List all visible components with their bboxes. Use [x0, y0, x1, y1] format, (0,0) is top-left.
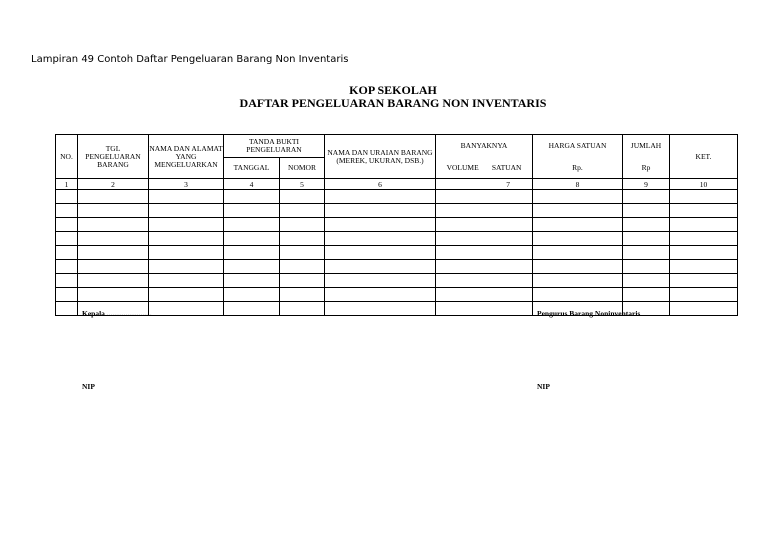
table-cell — [436, 204, 533, 218]
table-cell — [436, 218, 533, 232]
table-row — [56, 190, 738, 204]
table-cell — [623, 288, 670, 302]
header-satuan: SATUAN — [491, 162, 522, 172]
document-caption: Lampiran 49 Contoh Daftar Pengeluaran Barang Non Inventaris — [31, 54, 349, 65]
table-cell — [56, 218, 78, 232]
table-cell — [280, 260, 325, 274]
table-cell — [56, 246, 78, 260]
column-number: 4 — [224, 179, 280, 190]
header-row-1 — [56, 135, 738, 158]
table-cell — [436, 232, 533, 246]
table-cell — [325, 204, 436, 218]
table-cell — [436, 274, 533, 288]
header-no: NO. — [56, 135, 78, 179]
table-cell — [623, 218, 670, 232]
table-cell — [436, 302, 533, 316]
table-cell — [149, 190, 224, 204]
table-cell — [670, 190, 738, 204]
table-cell — [149, 218, 224, 232]
table-cell — [325, 232, 436, 246]
table-cell — [149, 204, 224, 218]
column-number: 9 — [623, 179, 670, 190]
table-cell — [224, 302, 280, 316]
table-cell — [78, 288, 149, 302]
table-cell — [280, 190, 325, 204]
header-nama-uraian: NAMA DAN URAIAN BARANG (MEREK, UKURAN, DSB.) — [325, 135, 436, 179]
table-cell — [670, 302, 738, 316]
table-cell — [280, 232, 325, 246]
table-cell — [224, 246, 280, 260]
table-cell — [280, 204, 325, 218]
table-row — [56, 246, 738, 260]
header-tgl-pengeluaran: TGL PENGELUARAN BARANG — [78, 135, 149, 179]
column-number: 8 — [533, 179, 623, 190]
table-cell — [224, 204, 280, 218]
header-nomor: NOMOR — [280, 158, 325, 179]
table-cell — [149, 246, 224, 260]
table-cell — [325, 218, 436, 232]
table-cell — [149, 232, 224, 246]
table-cell — [325, 288, 436, 302]
table-cell — [280, 274, 325, 288]
header-jumlah-rp: Rp — [641, 162, 651, 172]
table-cell — [325, 274, 436, 288]
table-cell — [623, 274, 670, 288]
table-cell — [670, 274, 738, 288]
table-cell — [149, 260, 224, 274]
kepala-nip-label: NIP — [82, 382, 95, 391]
header-harga-rp: Rp. — [572, 162, 583, 172]
table-cell — [78, 274, 149, 288]
table-cell — [623, 260, 670, 274]
table-cell — [325, 302, 436, 316]
kepala-signature-label: Kepala ........................ — [82, 309, 152, 318]
table-cell — [325, 246, 436, 260]
table-cell — [56, 274, 78, 288]
table-cell — [436, 190, 533, 204]
table-row — [56, 204, 738, 218]
table-cell — [533, 232, 623, 246]
table-cell — [56, 260, 78, 274]
table-cell — [436, 260, 533, 274]
table-row — [56, 288, 738, 302]
table-cell — [623, 190, 670, 204]
header-jumlah-label: JUMLAH — [630, 140, 662, 150]
header-ket: KET. — [670, 135, 738, 179]
table-cell — [436, 288, 533, 302]
table-cell — [280, 218, 325, 232]
table-cell — [224, 260, 280, 274]
table-row — [56, 232, 738, 246]
header-harga-satuan-label: HARGA SATUAN — [548, 140, 607, 150]
table-row — [56, 274, 738, 288]
table-cell — [623, 232, 670, 246]
table-body — [56, 190, 738, 316]
table-cell — [56, 288, 78, 302]
expenditure-table — [55, 134, 738, 316]
table-cell — [623, 204, 670, 218]
table-cell — [224, 274, 280, 288]
table-cell — [670, 204, 738, 218]
table-cell — [670, 288, 738, 302]
table-cell — [533, 246, 623, 260]
header-volume: VOLUME — [446, 162, 479, 172]
table-cell — [670, 260, 738, 274]
table-cell — [670, 246, 738, 260]
table-cell — [280, 302, 325, 316]
table-cell — [149, 302, 224, 316]
table-cell — [533, 288, 623, 302]
table-cell — [56, 204, 78, 218]
table-cell — [533, 260, 623, 274]
header-banyaknya — [436, 135, 533, 179]
kop-sekolah-heading: KOP SEKOLAH — [349, 83, 437, 97]
table-cell — [149, 274, 224, 288]
table-cell — [436, 246, 533, 260]
form-title: DAFTAR PENGELUARAN BARANG NON INVENTARIS — [239, 96, 547, 110]
table-cell — [533, 274, 623, 288]
table-cell — [325, 190, 436, 204]
pengurus-signature-label: Pengurus Barang Noninventaris — [537, 309, 641, 318]
header-volume-satuan — [436, 164, 532, 172]
header-banyaknya-label: BANYAKNYA — [460, 140, 508, 150]
table-cell — [149, 288, 224, 302]
pengurus-nip-label: NIP — [537, 382, 550, 391]
table-cell — [78, 246, 149, 260]
table-cell — [280, 288, 325, 302]
table-cell — [224, 190, 280, 204]
header-nama-alamat: NAMA DAN ALAMAT YANG MENGELUARKAN — [149, 135, 224, 179]
table-cell — [224, 288, 280, 302]
column-number: 7 — [436, 179, 533, 190]
column-number: 1 — [56, 179, 78, 190]
table-cell — [78, 232, 149, 246]
table-cell — [280, 246, 325, 260]
table-cell — [533, 218, 623, 232]
table-cell — [224, 218, 280, 232]
table-cell — [78, 218, 149, 232]
table-cell — [533, 204, 623, 218]
column-number: 3 — [149, 179, 224, 190]
table-row — [56, 218, 738, 232]
header-tanda-bukti: TANDA BUKTI PENGELUARAN — [224, 135, 325, 158]
table-cell — [56, 190, 78, 204]
table-cell — [78, 260, 149, 274]
column-number: 2 — [78, 179, 149, 190]
column-number: 10 — [670, 179, 738, 190]
column-number: 6 — [325, 179, 436, 190]
table-cell — [623, 246, 670, 260]
header-harga-satuan — [533, 135, 623, 179]
column-number-row — [56, 179, 738, 190]
table-cell — [78, 190, 149, 204]
table-cell — [78, 204, 149, 218]
table-cell — [56, 232, 78, 246]
table-cell — [533, 190, 623, 204]
column-number: 5 — [280, 179, 325, 190]
table-cell — [325, 260, 436, 274]
table-cell — [670, 232, 738, 246]
table-row — [56, 260, 738, 274]
header-jumlah — [623, 135, 670, 179]
header-tanggal: TANGGAL — [224, 158, 280, 179]
table-cell — [670, 218, 738, 232]
table-cell — [56, 302, 78, 316]
table-cell — [224, 232, 280, 246]
